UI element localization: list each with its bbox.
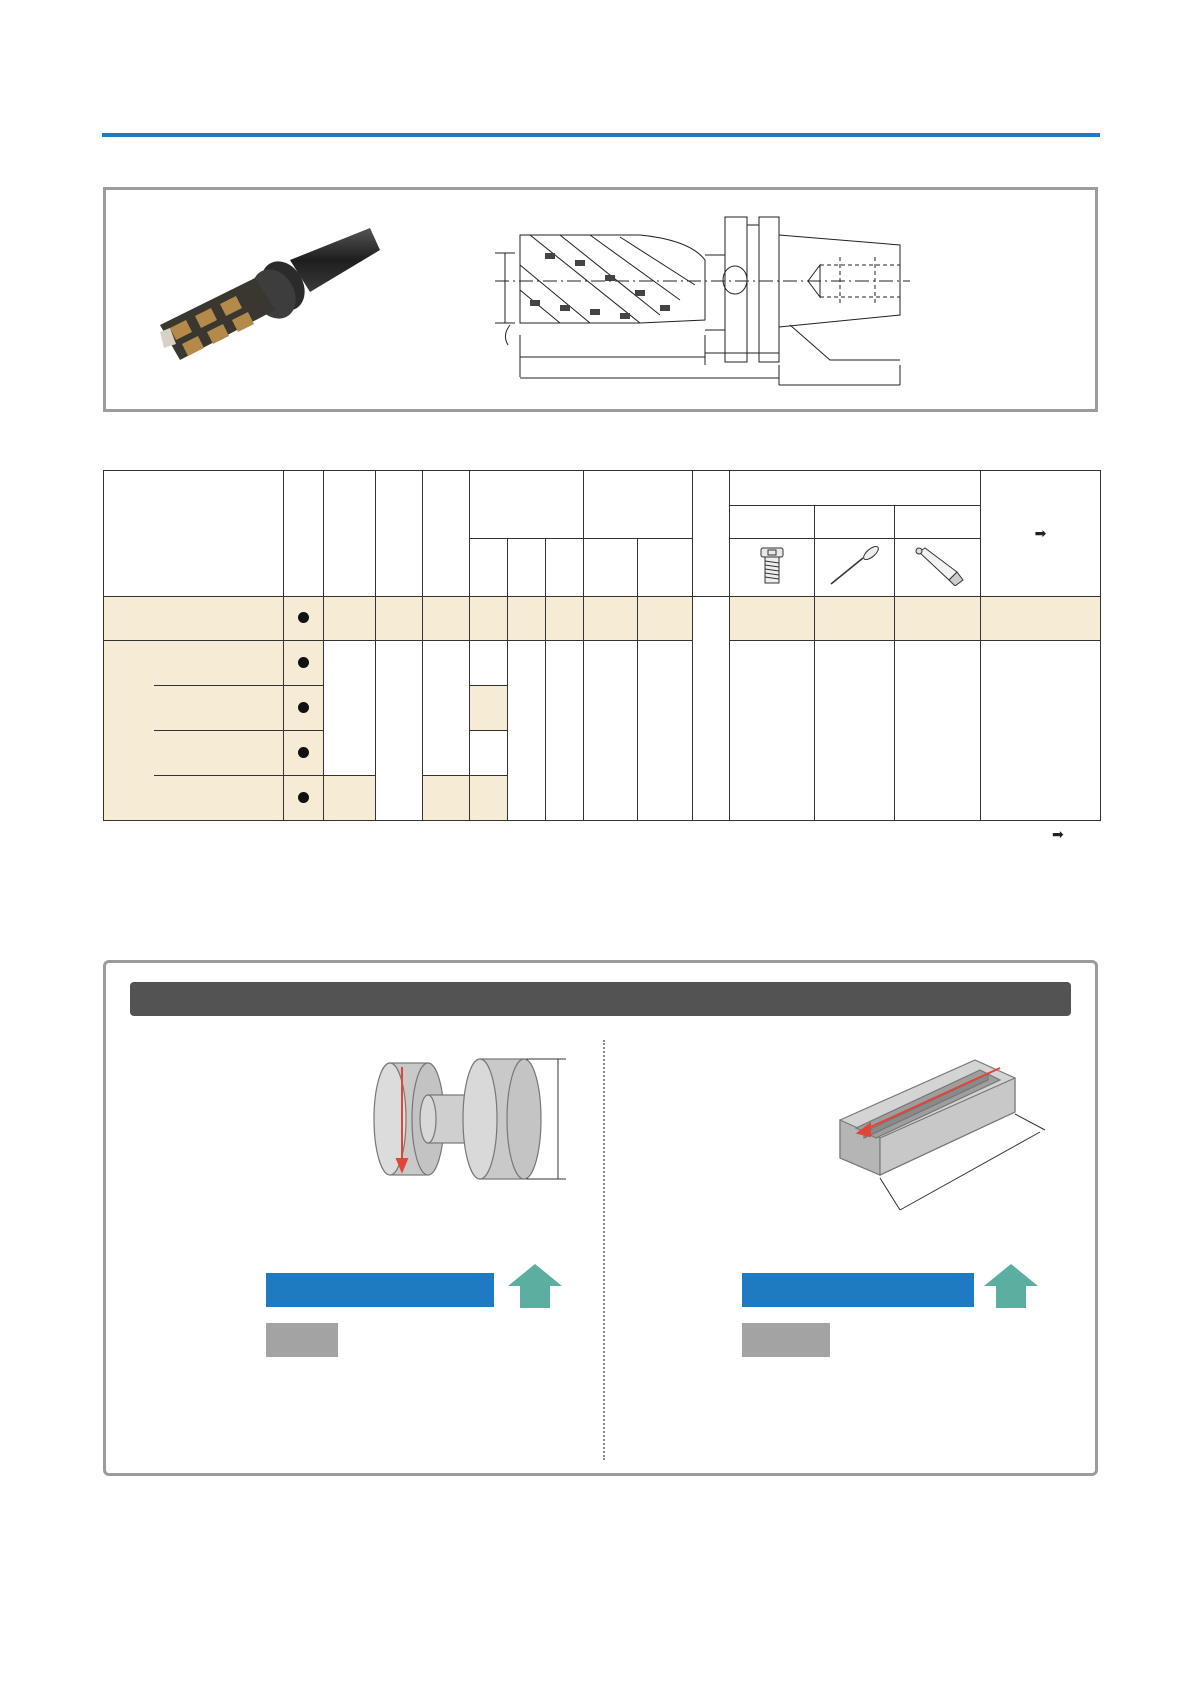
header-reference [981, 471, 1101, 597]
subheader-b1 [584, 539, 638, 597]
cell-group-designation [104, 641, 284, 821]
header-parts-wrench [815, 506, 895, 539]
subheader-b2 [638, 539, 693, 597]
spec-table [103, 470, 1101, 821]
cell-stock [284, 641, 324, 686]
left-performance-bar [266, 1273, 494, 1307]
tool-technical-drawing [490, 205, 940, 405]
subheader-a2 [508, 539, 546, 597]
screw-icon [759, 546, 785, 586]
grease-tube-icon [911, 546, 965, 586]
tool-photo [140, 220, 400, 380]
stock-dot-icon [298, 747, 309, 758]
right-performance-bar [742, 1273, 974, 1307]
subheader-a1 [470, 539, 508, 597]
parts-grease-cell [895, 539, 981, 597]
panel-divider [603, 1040, 605, 1460]
header-parts-screw [730, 506, 815, 539]
footnote-arrow-icon: ➡ [1052, 826, 1064, 842]
cell-stock [284, 597, 324, 641]
reference-arrow-icon: ➡ [1034, 525, 1047, 541]
up-arrow-icon [982, 1262, 1040, 1310]
section-top-rule [102, 133, 1100, 137]
subheader-a3 [546, 539, 584, 597]
stock-dot-icon [298, 702, 309, 713]
table-row [104, 641, 1101, 686]
performance-header-band [130, 982, 1071, 1016]
cell-designation [104, 597, 284, 641]
parts-wrench-cell [815, 539, 895, 597]
header-col-11 [693, 471, 730, 597]
parts-screw-cell [730, 539, 815, 597]
header-parts-grease [895, 506, 981, 539]
cell-stock [284, 731, 324, 776]
header-designation [104, 471, 284, 597]
header-stock [284, 471, 324, 597]
header-group-b [584, 471, 693, 539]
cell-stock [284, 776, 324, 821]
workpiece-cylinder-illustration [370, 1055, 570, 1190]
stock-dot-icon [298, 612, 309, 623]
header-col-4 [376, 471, 423, 597]
header-group-a [470, 471, 584, 539]
stock-dot-icon [298, 792, 309, 803]
table-row [104, 597, 1101, 641]
left-baseline-bar [266, 1323, 338, 1357]
up-arrow-icon [506, 1262, 564, 1310]
header-parts [730, 471, 981, 506]
cell-stock [284, 686, 324, 731]
header-col-5 [423, 471, 470, 597]
stock-dot-icon [298, 657, 309, 668]
header-col-3 [324, 471, 376, 597]
right-baseline-bar [742, 1323, 830, 1357]
wrench-icon [827, 546, 883, 586]
workpiece-slot-illustration [820, 1050, 1050, 1225]
